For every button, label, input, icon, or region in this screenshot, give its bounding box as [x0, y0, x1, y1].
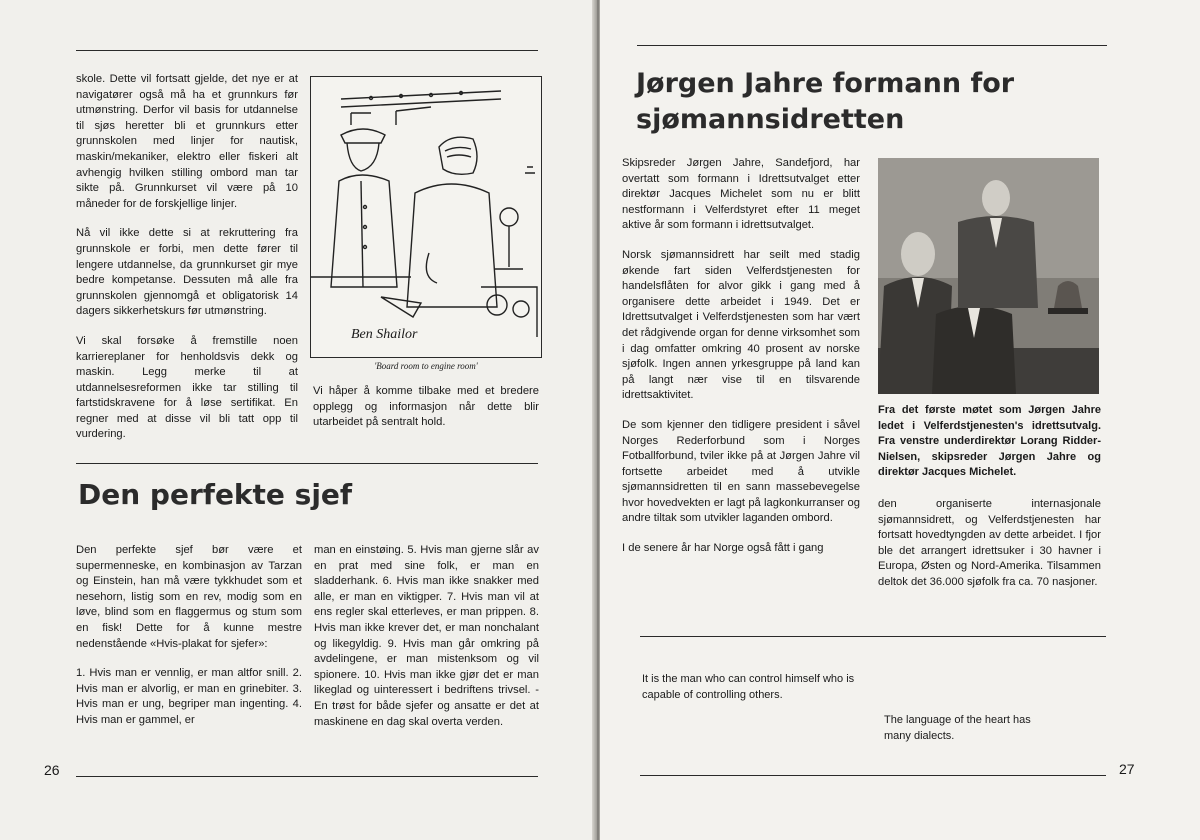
cartoon-caption: 'Board room to engine room' [374, 361, 478, 371]
article-column-2 [878, 497, 1101, 605]
title-line-1: Jørgen Jahre formann for [636, 68, 1015, 99]
section-rule [76, 463, 538, 464]
paragraph: 1. Hvis man er vennlig, er man altfor snill. 2. Hvis man er alvorlig, er man en grinebiter. 3. Hvis man er ung, begriper man ingenting. 4. Hvis man er gammel, er [76, 667, 302, 726]
closing-paragraph [313, 384, 539, 445]
paragraph: Den perfekte sjef bør være et supermenneske, en kombinasjon av Tarzan og Einstein, han må være tykkhudet som et nesehorn, listig som en rev, modig som en løve, blind som en flaggermus og stum som en fisk! Dette for å kunne mestre nedenstående «Hvis-plakat for sjefer»: [76, 544, 302, 650]
paragraph: man en einstøing. 5. Hvis man gjerne slår av en prat med sine folk, er man en sladderhank. 6. Hvis man ikke snakker med alle, er man en viktigper. 7. Hvis man vil at ens regler skal etterleves, er man prippen. 8. Hvis man ikke krever det, er man nonchalant og likegyldig. 9. Hvis man går omkring på avdelingene, er man mistenksom og vil spionere. 10. Hvis man ikke gjør det er man likeglad og uinteressert i bedriftens trivsel. - En trøst for både sjefer og ansatte er det at maskinene en dag skal overta verden. [314, 544, 539, 728]
article-column-2 [314, 543, 539, 744]
right-page [600, 0, 1200, 840]
paragraph: den organiserte internasjonale sjømannsidrett, og Velferdstjenesten har fortsatt hovedtyngden av dette arbeidet. I fjor ble det arrangert idrettsuker i 30 havner i Europa, Østen og Nord-Amerika. Tilsammen deltok det 36.000 sjøfolk fra ca. 70 nasjoner. [878, 498, 1101, 588]
page-number: 27 [1119, 761, 1135, 777]
quote-language-heart: The language of the heart has many dialects. [884, 714, 1031, 742]
article-column-1 [76, 543, 302, 743]
left-page [0, 0, 596, 840]
title-line-2: sjømannsidretten [636, 104, 905, 135]
cartoon-illustration [310, 76, 542, 358]
paragraph: Norsk sjømannsidrett har seilt med stadig økende fart siden Velferdstjenesten for handelsflåten for alvor gikk i gang med å organisere dette arbeidet i 1949. Det er Idrettsutvalget i Velferdstjenesten som har vært det rådgivende organ for denne virksomhet som i dag omfatter omkring 40 prosent av norske sjøfolk. Ingen annen yrkesgruppe på land kan på langt nær vise til en tilsvarende idrettsaktivitet. [622, 248, 860, 402]
cartoon-signature: Ben Shailor [351, 327, 418, 342]
meeting-photo [878, 158, 1099, 394]
paragraph: Skipsreder Jørgen Jahre, Sandefjord, har overtatt som formann i Idrettsutvalget etter direktør Jacques Michelet som nu er blitt nestformann i Velferdstyret efter 11 meget aktive år som formann i idrettsutvalget. [622, 157, 860, 232]
paragraph: Nå vil ikke dette si at rekruttering fra grunnskole er forbi, men dette fører til lengere utdannelse, da grunnkurset gir mye bedre kompetanse. Dessuten må alle fra grunnskolen gjennomgå et obligatorisk 14 dagers sikkerhetskurs før utmønstring. [76, 227, 298, 318]
bottom-rule [640, 775, 1106, 776]
page-number: 26 [44, 762, 60, 778]
bottom-rule [76, 776, 538, 777]
article-title [636, 66, 1014, 138]
paragraph: Vi håper å komme tilbake med et bredere opplegg og informasjon når dette blir utarbeidet på sentralt hold. [313, 385, 539, 429]
top-rule [637, 45, 1107, 46]
article-title: Den perfekte sjef [78, 478, 353, 511]
article-column-1 [622, 156, 860, 571]
career-text-column [76, 72, 298, 457]
paragraph: I de senere år har Norge også fått i gang [622, 542, 824, 555]
paragraph: skole. Dette vil fortsatt gjelde, det nye er at navigatører også må ha et grunnkurs før utmønstring. Derfor vil basis for utdannelse til sjøs heretter bli et grunnkurs etter grunnskolen med linjer for nautisk, maskin/mekaniker, elektro eller fiskeri alt avhengig hvilken stilling ombord man tar sikte på. Grunnkurset vil være på 10 måneder for de forskjellige linjer. [76, 73, 298, 210]
photo-caption: Fra det første møtet som Jørgen Jahre ledet i Velferdstjenesten's idrettsutvalg. Fra venstre underdirektør Lorang Ridder-Nielsen, skipsreder Jørgen Jahre og direktør Jacques Michelet. [878, 404, 1101, 478]
paragraph: Vi skal forsøke å fremstille noen karriereplaner for henholdsvis dekk og maskin. Legg merke til at utdannelsesreformen ikke tar stilling til fartstidskravene for å løse sertifikat. En regner med at disse vil bli tatt opp til vurdering. [76, 334, 298, 441]
quote-self-control: It is the man who can control himself who is capable of controlling others. [642, 673, 855, 701]
paragraph: De som kjenner den tidligere president i såvel Norges Rederforbund som i Norges Fotballforbund, tviler ikke på at Jørgen Jahre vil fortsette arbeidet med å utvikle sjømannsidretten til en sann massebevegelse hvor hovedvekten er lagt på lagkonkurranser og andre tiltak som utvikler laganden ombord. [622, 418, 860, 525]
quote-rule [640, 636, 1106, 637]
top-rule [76, 50, 538, 51]
